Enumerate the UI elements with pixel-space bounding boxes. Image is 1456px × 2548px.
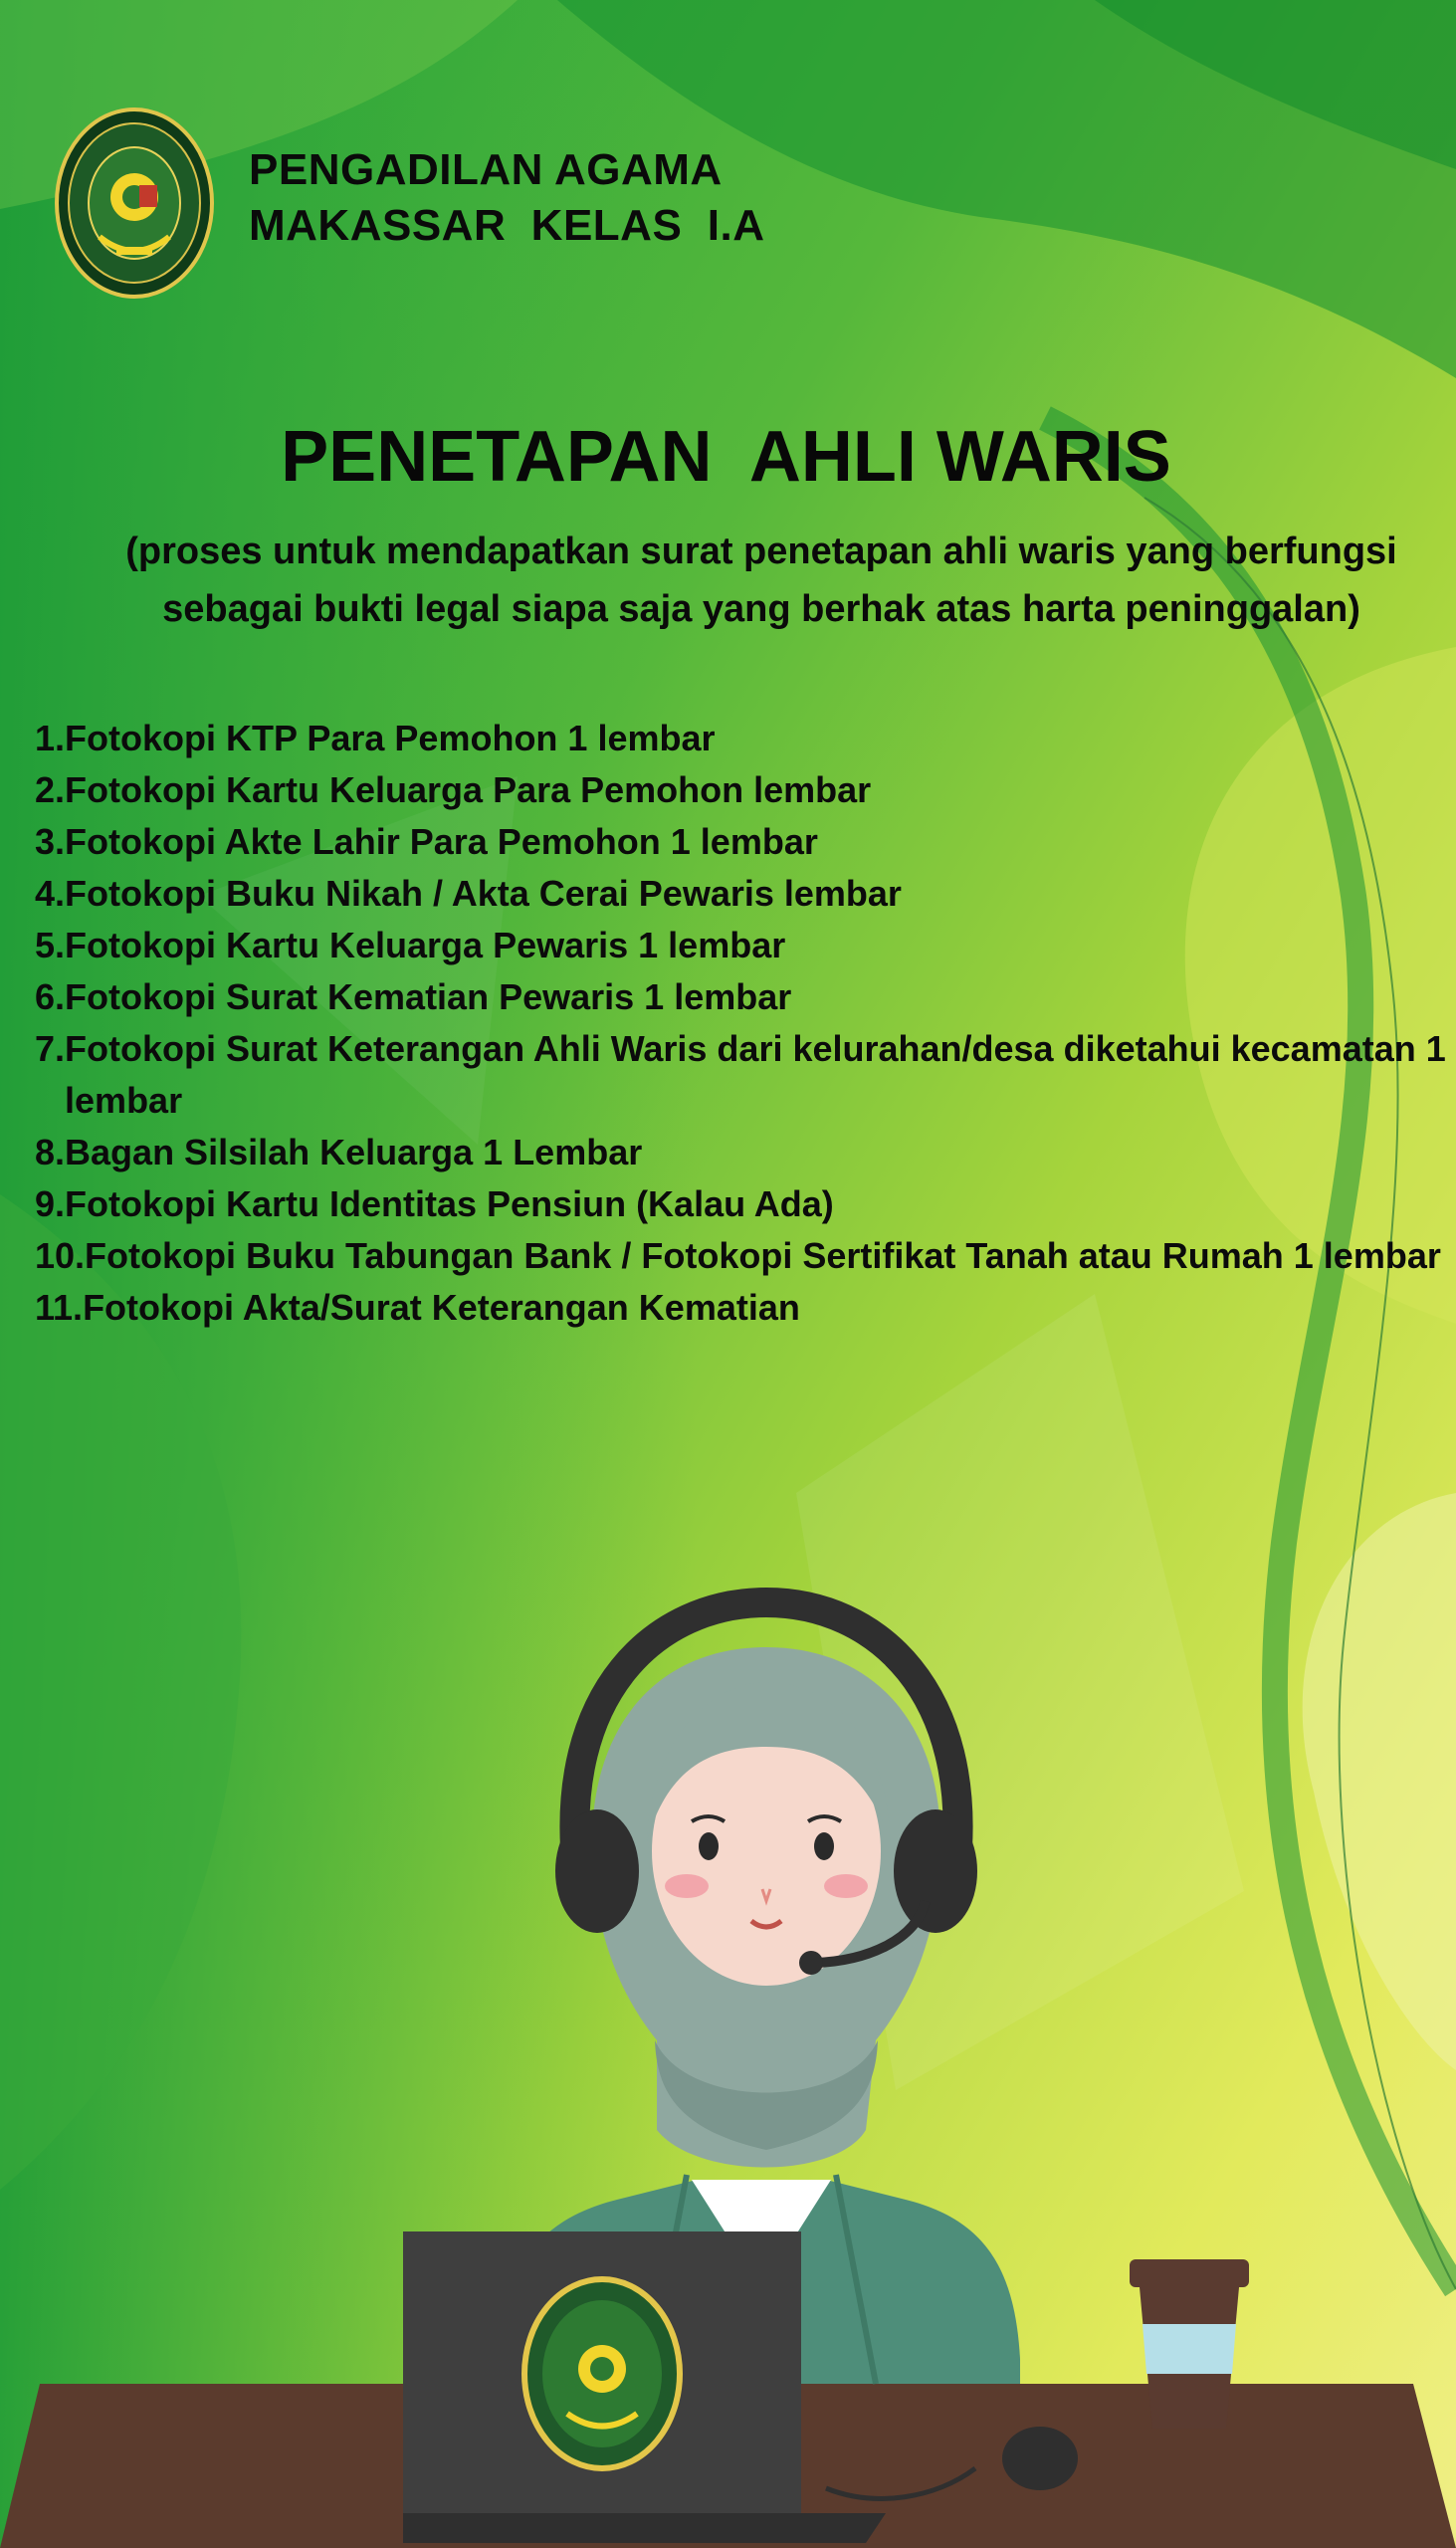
requirement-number: 3. bbox=[35, 821, 66, 862]
requirement-text: Fotokopi Kartu Keluarga Pewaris 1 lembar bbox=[65, 925, 786, 965]
requirement-number: 9. bbox=[35, 1183, 66, 1224]
requirement-number: 1. bbox=[35, 718, 66, 758]
page-title: PENETAPAN AHLI WARIS bbox=[281, 417, 1171, 497]
requirement-number: 11. bbox=[35, 1287, 84, 1328]
court-logo bbox=[55, 107, 214, 299]
requirement-number: 6. bbox=[35, 976, 66, 1017]
requirement-number: 7. bbox=[35, 1028, 66, 1069]
customer-service-illustration bbox=[0, 1573, 1456, 2548]
org-line-2: MAKASSAR KELAS I.A bbox=[249, 201, 765, 250]
requirement-number: 10. bbox=[35, 1235, 86, 1276]
requirement-text: Bagan Silsilah Keluarga 1 Lembar bbox=[65, 1132, 643, 1172]
subtitle bbox=[109, 523, 1413, 638]
requirement-text: Fotokopi Buku Nikah / Akta Cerai Pewaris lembar bbox=[65, 873, 902, 914]
requirement-item bbox=[35, 1127, 1448, 1178]
requirement-item bbox=[35, 1178, 1448, 1230]
requirement-number: 4. bbox=[35, 873, 66, 914]
requirement-item bbox=[35, 920, 1448, 971]
subtitle-line-1: (proses untuk mendapatkan surat penetapan ahli waris yang berfungsi bbox=[125, 531, 1397, 572]
requirement-item bbox=[35, 713, 1448, 764]
requirement-text: Fotokopi KTP Para Pemohon 1 lembar bbox=[65, 718, 716, 758]
requirement-item bbox=[35, 1282, 1448, 1334]
requirement-text: Fotokopi Akta/Surat Keterangan Kematian bbox=[83, 1287, 800, 1328]
requirement-item bbox=[35, 1023, 1448, 1127]
requirement-text: Fotokopi Surat Kematian Pewaris 1 lembar bbox=[65, 976, 792, 1017]
organization-name bbox=[249, 142, 764, 254]
requirement-item bbox=[35, 1230, 1448, 1282]
requirement-text: Fotokopi Kartu Keluarga Para Pemohon lembar bbox=[65, 769, 872, 810]
requirement-text: Fotokopi Surat Keterangan Ahli Waris dari kelurahan/desa diketahui kecamatan 1 lembar bbox=[65, 1028, 1446, 1121]
requirement-number: 5. bbox=[35, 925, 66, 965]
requirement-text: Fotokopi Buku Tabungan Bank / Fotokopi Sertifikat Tanah atau Rumah 1 lembar bbox=[85, 1235, 1441, 1276]
requirement-number: 8. bbox=[35, 1132, 66, 1172]
org-line-1: PENGADILAN AGAMA bbox=[249, 145, 723, 194]
requirement-item bbox=[35, 816, 1448, 868]
requirement-item bbox=[35, 764, 1448, 816]
requirement-item bbox=[35, 868, 1448, 920]
requirements-list bbox=[35, 713, 1448, 1334]
requirement-text: Fotokopi Akte Lahir Para Pemohon 1 lembar bbox=[65, 821, 818, 862]
requirement-number: 2. bbox=[35, 769, 66, 810]
requirement-text: Fotokopi Kartu Identitas Pensiun (Kalau Ada) bbox=[65, 1183, 834, 1224]
subtitle-line-2: sebagai bukti legal siapa saja yang berhak atas harta peninggalan) bbox=[162, 588, 1360, 630]
requirement-item bbox=[35, 971, 1448, 1023]
